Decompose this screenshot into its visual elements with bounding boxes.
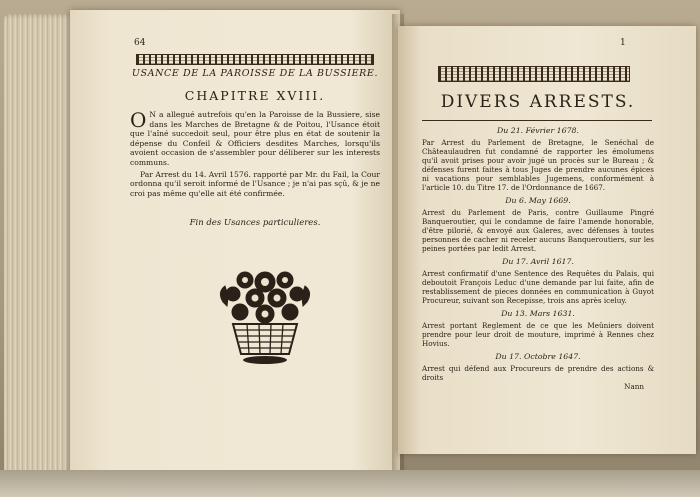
title-rule [422, 120, 652, 121]
drop-cap: O [130, 108, 147, 132]
left-page-number: 64 [134, 38, 146, 48]
arrest-entry [422, 196, 654, 253]
right-page-number: 1 [620, 38, 626, 48]
arrest-date: Du 21. Février 1678. [497, 126, 579, 135]
catchword: Nann [624, 382, 644, 391]
arrest-entry [422, 126, 654, 192]
left-paragraph-2: Par Arrest du 14. Avril 1576. rapporté par Mr. du Fail, la Cour ordonna qu'il seroit informé de l'Usance ; je n'ai pas sçû, & je ne croi pas même qu'elle ait été confirmée. [130, 169, 380, 198]
arrest-date: Du 6. May 1669. [505, 196, 571, 205]
arrest-text: Arrest confirmatif d'une Sentence des Requêtes du Palais, qui deboutoit François Leduc d'une demande par lui faite, afin de restablissement de pieces données en communication à Guyot Procureur, suivant son Recepisse, trois ans après iceluy. [422, 269, 654, 305]
arrest-entry [422, 257, 654, 305]
right-ornament-band [438, 66, 630, 82]
arrest-text: Par Arrest du Parlement de Bretagne, le Senéchal de Châteaulaudren fut condamné de rapporter les émolumens qu'il avoit prises pour avoir jugé un procès sur le Bureau ; & défenses furent faites à tous Juges de prendre aucunes épices ni vacations pour semblables Jugemens, conformément à l'article 10. du Titre 17. de l'Ordonnance de 1667. [422, 138, 654, 192]
running-head: USANCE DE LA PAROISSE DE LA BUSSIERE. [131, 68, 379, 79]
flower-basket-icon [215, 262, 315, 372]
arrests-list [422, 122, 654, 391]
arrest-text: Arrest portant Reglement de ce que les Meûniers doivent prendre pour leur droit de mouture, imprimé à Rennes chez Hovius. [422, 321, 654, 348]
page-title: DIVERS ARRESTS. [440, 92, 636, 112]
left-body-text [130, 110, 380, 200]
left-paragraph-1: N a allegué autrefois qu'en la Paroisse de la Bussiere, sise dans les Marches de Bretagne & de Poitou, l'Usance étoit que l'aîné succedoit seul, pour être plus en état de soutenir la dépense du Confeil & Officiers desdites Marches, lorsqu'ils avoient occasion de s'assembler pour déliberer sur les interests communs. [130, 110, 380, 167]
arrest-entry [422, 352, 654, 382]
page-stack [4, 14, 74, 484]
arrest-date: Du 13. Mars 1631. [501, 309, 575, 318]
arrest-text: Arrest qui défend aux Procureurs de prendre des actions & droits [422, 364, 654, 382]
table-surface [0, 470, 700, 497]
chapter-heading: CHAPITRE XVIII. [184, 88, 326, 103]
arrest-entry [422, 309, 654, 348]
arrest-text: Arrest du Parlement de Paris, contre Guillaume Pingré Banqueroutier, qui le condamne de faire l'amende honorable, d'être pilorié, & envoyé aux Galeres, avec défenses à toutes personnes de cacher ni receler aucuns Banqueroutiers, sur les peines portées par ledit Arrest. [422, 208, 654, 253]
left-ornament-band [136, 54, 374, 65]
finis-line: Fin des Usances particulieres. [189, 218, 321, 228]
arrest-date: Du 17. Octobre 1647. [495, 352, 581, 361]
right-page [398, 26, 696, 454]
left-page [70, 10, 400, 485]
arrest-date: Du 17. Avril 1617. [502, 257, 574, 266]
